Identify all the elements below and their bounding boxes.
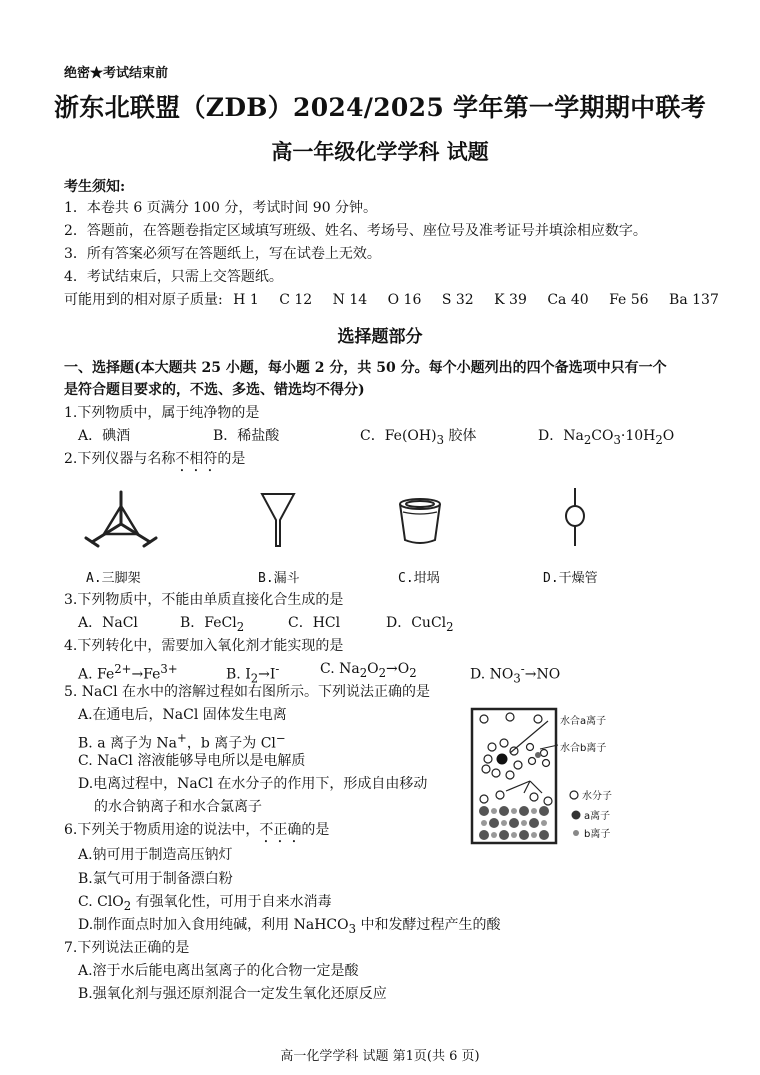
secret-mark: 绝密★考试结束前 xyxy=(64,66,169,81)
q5-option-c: C. NaCl 溶液能够导电所以是电解质 xyxy=(78,753,306,769)
q4-option-c: C. $Na_2O_2\to O_2$ xyxy=(320,661,417,680)
q6-option-b: B.氯气可用于制备漂白粉 xyxy=(78,871,233,887)
legend-hydrated-a: 水合a离子 xyxy=(560,716,607,727)
atomic-mass: N 14 xyxy=(332,292,368,308)
nacl-crystal xyxy=(479,806,549,840)
question-4-stem: 4.下列转化中，需要加入氧化剂才能实现的是 xyxy=(64,638,344,654)
legend-ion-b: b离子 xyxy=(584,829,611,840)
drying-tube-icon xyxy=(560,486,590,550)
notice-item: 4．考试结束后，只需上交答题纸。 xyxy=(64,269,283,285)
q4-option-a: A. $Fe^{2+}\to Fe^{3+}$ xyxy=(78,662,178,683)
q7-option-a: A.溶于水后能电离出氢离子的化合物一定是酸 xyxy=(78,963,359,979)
q3-option-d: D．CuCl$_2$ xyxy=(386,615,454,634)
q5-option-d-continued: 的水合钠离子和水合氯离子 xyxy=(94,799,262,815)
notice-item: 1．本卷共 6 页满分 100 分，考试时间 90 分钟。 xyxy=(64,200,378,216)
q4-option-b: B. $I_2\to I^-$ xyxy=(226,662,280,686)
atomic-mass: Ca 40 xyxy=(547,292,589,308)
atomic-mass: H 1 xyxy=(233,292,259,308)
section-title: 选择题部分 xyxy=(337,327,423,347)
atomic-mass: O 16 xyxy=(387,292,422,308)
section-intro: 是符合题目要求的，不选、多选、错选均不得分) xyxy=(64,382,365,398)
atomic-mass: Ba 137 xyxy=(669,292,719,308)
q6-option-a: A.钠可用于制造高压钠灯 xyxy=(78,847,233,863)
question-3-stem: 3.下列物质中，不能由单质直接化合生成的是 xyxy=(64,592,344,608)
legend-hydrated-b: 水合b离子 xyxy=(560,743,607,754)
hydrated-a-ion xyxy=(497,754,508,765)
q5-option-d: D.电离过程中，NaCl 在水分子的作用下，形成自由移动 xyxy=(78,776,428,792)
notice-title: 考生须知: xyxy=(64,179,126,195)
q5-option-b: B. a 离子为 Na+，b 离子为 Cl− xyxy=(78,731,286,752)
q5-option-a: A.在通电后，NaCl 固体发生电离 xyxy=(78,707,287,723)
exam-subtitle: 高一年级化学学科 试题 xyxy=(271,139,489,164)
q2-caption-b: B.漏斗 xyxy=(258,571,300,586)
atomic-mass: Fe 56 xyxy=(609,292,649,308)
tripod-icon xyxy=(82,488,160,550)
q1-option-d: D．$Na_2CO_3\cdot 10H_2O$ xyxy=(538,428,675,447)
crucible-icon xyxy=(396,496,444,546)
q2-caption-d: D.干燥管 xyxy=(543,571,598,586)
nacl-dissolution-figure xyxy=(470,707,640,847)
q2-caption-a: A.三脚架 xyxy=(86,571,141,586)
section-intro: 一、选择题(本大题共 25 小题，每小题 2 分，共 50 分。每个小题列出的四个备选项中只有一个 xyxy=(64,360,667,376)
q2-caption-c: C.坩埚 xyxy=(398,571,440,586)
legend-ion-a: a离子 xyxy=(584,811,611,822)
atomic-mass: C 12 xyxy=(279,292,313,308)
page-footer: 高一化学学科 试题 第1页(共 6 页) xyxy=(280,1049,480,1064)
q3-option-c: C．HCl xyxy=(288,615,341,631)
q3-option-a: A．NaCl xyxy=(78,615,138,631)
notice-item: 3．所有答案必须写在答题纸上，写在试卷上无效。 xyxy=(64,246,381,262)
question-7-stem: 7.下列说法正确的是 xyxy=(64,940,190,956)
q1-option-c: C．$Fe(OH)_3$ 胶体 xyxy=(360,428,477,447)
q3-option-b: B．FeCl$_2$ xyxy=(180,615,245,634)
atomic-mass-label: 可能用到的相对原子质量: xyxy=(64,292,223,308)
funnel-icon xyxy=(258,490,298,550)
q7-option-b: B.强氧化剂与强还原剂混合一定发生氧化还原反应 xyxy=(78,986,387,1002)
q1-option-a: A．碘酒 xyxy=(78,428,131,444)
hydrated-b-ion xyxy=(535,752,541,758)
question-2-stem: 2.下列仪器与名称不相符的是 xyxy=(64,451,246,467)
atomic-mass-line xyxy=(64,290,719,310)
exam-title: 浙东北联盟（ZDB）2024/2025 学年第一学期期中联考 xyxy=(53,93,707,122)
question-1-stem: 1.下列物质中，属于纯净物的是 xyxy=(64,405,260,421)
q6-option-c: C. ClO$_2$ 有强氧化性，可用于自来水消毒 xyxy=(78,894,332,913)
q6-option-d: D.制作面点时加入食用纯碱，利用 NaHCO$_3$ 中和发酵过程产生的酸 xyxy=(78,917,501,936)
atomic-mass: K 39 xyxy=(494,292,527,308)
q1-option-b: B．稀盐酸 xyxy=(213,428,280,444)
question-5-stem: 5. NaCl 在水中的溶解过程如右图所示。下列说法正确的是 xyxy=(64,684,431,700)
legend-water: 水分子 xyxy=(582,791,612,802)
question-6-stem: 6.下列关于物质用途的说法中，不正确的是 xyxy=(64,822,330,838)
notice-item: 2．答题前，在答题卷指定区域填写班级、姓名、考场号、座位号及准考证号并填涂相应数字。 xyxy=(64,223,647,239)
atomic-mass: S 32 xyxy=(441,292,474,308)
q4-option-d: D. $NO_3^-\to NO$ xyxy=(470,662,561,686)
